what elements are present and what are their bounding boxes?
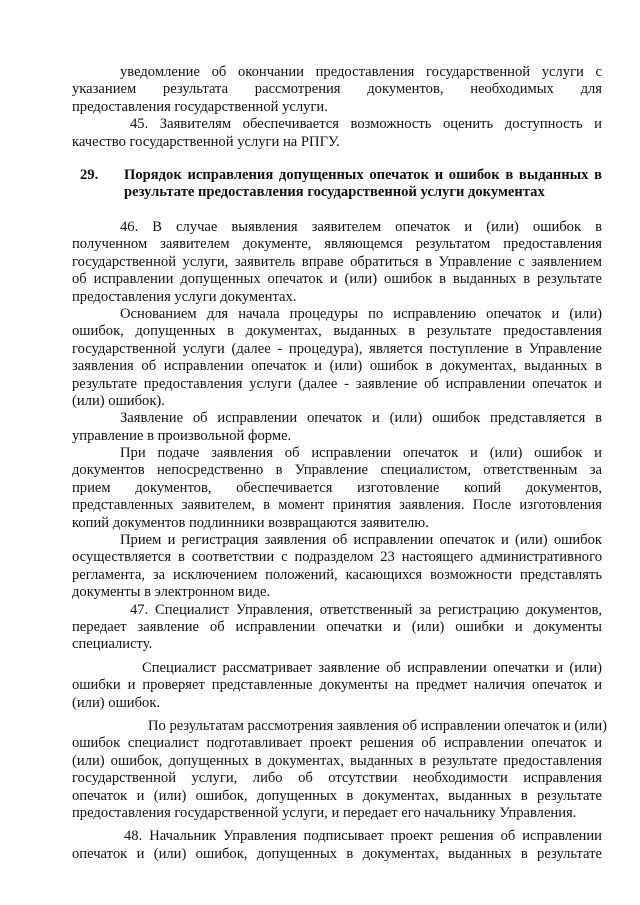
text-line: заявления об исправлении опечаток и (или) ошибок в документах, выданных в	[72, 358, 602, 375]
text-line: представленных заявителем, в момент принятия заявления. После изготовления	[72, 497, 602, 514]
text-line: (или) ошибок).	[72, 392, 165, 409]
text-line: полученном заявителем документе, являющемся результатом предоставления	[72, 236, 602, 253]
text-line: При подаче заявления об исправлении опечаток и (или) ошибок и	[120, 445, 602, 462]
text-line: Основанием для начала процедуры по исправлению опечаток и (или)	[120, 305, 602, 322]
text-line: 47. Специалист Управления, ответственный за регистрацию документов,	[130, 601, 602, 618]
text-line: копий документов подлинники возвращаются заявителю.	[72, 514, 429, 531]
text-line: документы в электронном виде.	[72, 584, 271, 601]
text-line: ошибки и проверяет представленные документы на предмет наличия опечаток и	[72, 677, 602, 694]
text-line: 48. Начальник Управления подписывает проект решения об исправлении	[124, 828, 602, 845]
text-line: специалисту.	[72, 636, 153, 653]
text-line: Заявление об исправлении опечаток и (или) ошибок представляется в	[120, 410, 602, 427]
text-line: документов непосредственно в Управление специалистом, ответственным за	[72, 462, 602, 479]
text-line: Прием и регистрация заявления об исправлении опечаток и (или) ошибок	[120, 532, 602, 549]
text-line: ошибок, допущенных в документах, выданных в результате предоставления	[72, 323, 602, 340]
text-line: государственной услуги, заявитель вправе обратиться в Управление с заявлением	[72, 253, 602, 270]
text-line: осуществляется в соответствии с подразделом 23 настоящего административного	[72, 549, 602, 566]
text-line: 46. В случае выявления заявителем опечаток и (или) ошибок в	[120, 219, 602, 235]
text-line: результате предоставления услуги (далее - заявление об исправлении опечаток и	[72, 375, 602, 392]
text-line: качество государственной услуги на РПГУ.	[72, 133, 340, 150]
text-line: предоставления государственной услуги, и передает его начальнику Управления.	[72, 804, 577, 821]
text-line: уведомление об окончании предоставления государственной услуги с	[120, 64, 602, 80]
text-line: (или) ошибок.	[72, 694, 161, 711]
section-title	[124, 167, 602, 202]
top-paragraphs	[72, 64, 602, 151]
text-line: указанием результата рассмотрения документов, необходимых для	[72, 81, 602, 98]
text-line: государственной услуги, либо об отсутствии необходимости исправления	[72, 770, 602, 787]
text-line: предоставления услуги документах.	[72, 288, 297, 305]
text-line: предоставления государственной услуги.	[72, 98, 328, 115]
text-line: прием документов, обеспечивается изготовление копий документов,	[72, 479, 602, 496]
section-heading	[72, 167, 602, 203]
text-line: передает заявление об исправлении опечатки и (или) ошибки и документы	[72, 618, 602, 635]
text-line: об исправлении допущенных опечаток и (или) ошибок в выданных в результате	[72, 271, 602, 288]
text-line: регламента, за исключением положений, касающихся возможности представлять	[72, 566, 602, 583]
text-line: государственной услуги (далее - процедура), является поступление в Управление	[72, 340, 602, 357]
text-line: 45. Заявителям обеспечивается возможность оценить доступность и	[130, 116, 602, 133]
body-paragraphs	[72, 219, 608, 863]
text-line: По результатам рассмотрения заявления об исправлении опечаток и (или)	[148, 717, 608, 734]
text-line: ошибок специалист подготавливает проект решения об исправлении опечаток и	[72, 735, 602, 752]
heading-line: Порядок исправления допущенных опечаток и ошибок в выданных в	[124, 167, 602, 183]
text-line: опечаток и (или) ошибок, допущенных в документах, выданных в результате	[72, 845, 602, 862]
text-line: (или) ошибок, допущенных в документах, выданных в результате предоставления	[72, 752, 602, 769]
text-line: управление в произвольной форме.	[72, 427, 292, 444]
section-number: 29.	[80, 167, 99, 183]
heading-line: результате предоставления государственной услуги документах	[124, 184, 545, 201]
text-line: Специалист рассматривает заявление об исправлении опечатки и (или)	[142, 659, 602, 676]
text-line: опечаток и (или) ошибок, допущенных в документах, выданных в результате	[72, 787, 602, 804]
